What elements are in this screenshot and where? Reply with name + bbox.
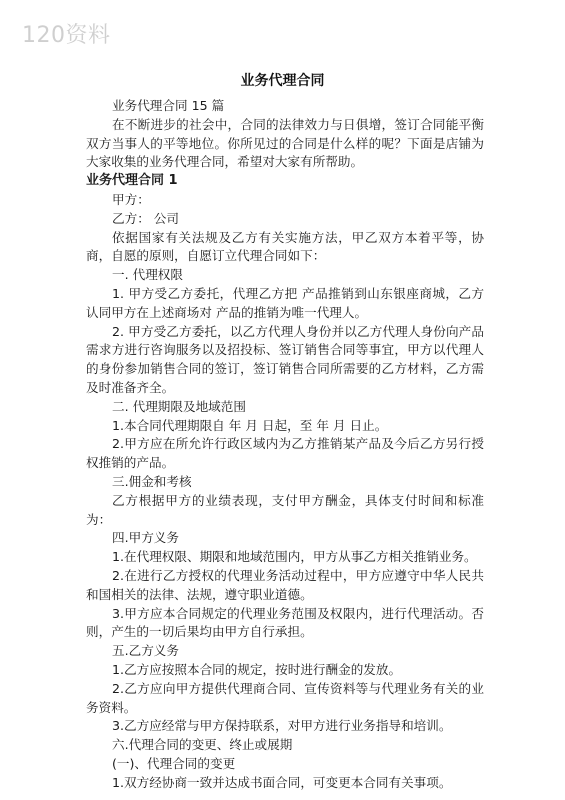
doc-paragraph: 1.乙方应按照本合同的规定，按时进行酬金的发放。 [112,661,402,677]
doc-paragraph: 1.本合同代理期限自 年 月 日起，至 年 月 日止。 [112,417,388,433]
document-title: 业务代理合同 [240,73,325,89]
clause-heading: 四.甲方义务 [112,530,179,546]
doc-paragraph: 2.在进行乙方授权的代理业务活动过程中，甲方应遵守中华人民共和国相关的法律、法规，遵守职业道德。 [86,567,484,602]
doc-paragraph: 1. 甲方受乙方委托，代理乙方把 产品推销到山东银座商城，乙方认同甲方在上述商场对 产品的推销为唯一代理人。 [86,285,484,320]
doc-paragraph: 3.乙方应经常与甲方保持联系，对甲方进行业务指导和培训。 [112,718,452,734]
doc-paragraph: 1.在代理权限、期限和地域范围内，甲方从事乙方相关推销业务。 [112,549,477,565]
doc-paragraph: 3.甲方应本合同规定的代理业务范围及权限内，进行代理活动。否则，产生的一切后果均由甲方自行承担。 [86,605,484,640]
clause-heading: 五.乙方义务 [112,643,179,659]
clause-heading: 一. 代理权限 [112,267,183,283]
document-body [86,97,484,792]
doc-paragraph: 业务代理合同 15 篇 [112,98,225,113]
clause-subheading: (一)、代理合同的变更 [112,755,236,771]
doc-paragraph: 2. 甲方受乙方委托，以乙方代理人身份并以乙方代理人身份向产品需求方进行咨询服务以及招投标、签订销售合同等事宜，甲方以代理人的身份参加销售合同的签订，签订销售合同所需要的乙方材料，乙方需及时准备齐全。 [86,323,484,395]
doc-paragraph: 在不断进步的社会中，合同的法律效力与日俱增，签订合同能平衡双方当事人的平等地位。你所见过的合同是什么样的呢？下面是店铺为大家收集的业务代理合同，希望对大家有所帮助。 [86,116,484,170]
doc-paragraph: 乙方： 公司 [112,210,179,226]
doc-paragraph: 乙方根据甲方的业绩表现，支付甲方酬金，具体支付时间和标准为： [86,492,484,527]
doc-paragraph: 依据国家有关法规及乙方有关实施方法，甲乙双方本着平等，协商，自愿的原则，自愿订立代理合同如下： [86,229,484,264]
watermark-logo: 120资料 [22,23,111,48]
clause-heading: 六.代理合同的变更、终止或展期 [112,737,293,753]
section-heading: 业务代理合同 1 [86,173,178,189]
doc-paragraph: 2.乙方应向甲方提供代理商合同、宣传资料等与代理业务有关的业务资料。 [86,680,484,715]
doc-paragraph: 1.双方经协商一致并达成书面合同，可变更本合同有关事项。 [112,774,452,790]
clause-heading: 二. 代理期限及地域范围 [112,398,246,414]
doc-paragraph: 甲方： [112,191,150,207]
doc-paragraph: 2.甲方应在所允许行政区域内为乙方推销某产品及今后乙方另行授权推销的产品。 [86,436,484,471]
clause-heading: 三.佣金和考核 [112,473,192,489]
